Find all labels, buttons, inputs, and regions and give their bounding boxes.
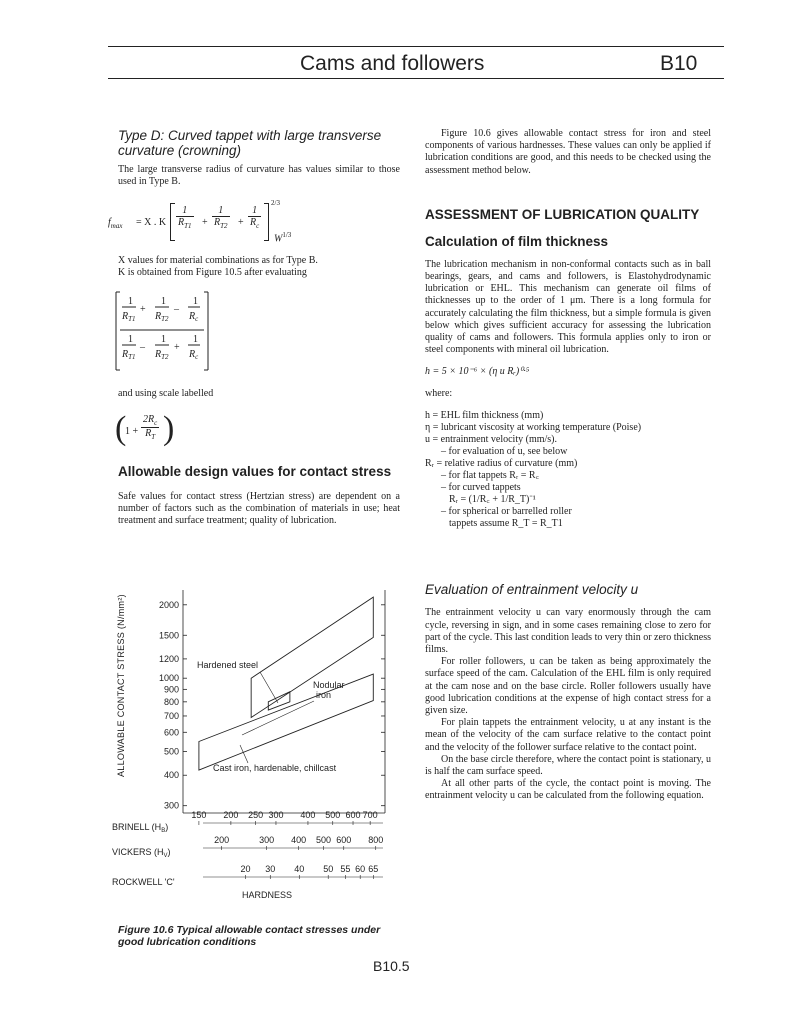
label-nodular: Nodular bbox=[313, 680, 345, 690]
chart-frame bbox=[183, 590, 385, 813]
frac1-den: R bbox=[178, 217, 185, 228]
fmax-frac-2 bbox=[212, 205, 230, 230]
brinell-label: BRINELL $(H_B)$ bbox=[112, 822, 169, 834]
eval-paragraph-3: For plain tappets the entrainment velocity, u at any instant is the mean of the velocity of the cam surface relative to the contact point and the velocity of the follower surface relative to the contact point. bbox=[425, 717, 711, 753]
type-d-body: The large transverse radius of curvature has values similar to those used in Type B. bbox=[118, 164, 400, 188]
bracket-left bbox=[170, 203, 171, 241]
def-rr-curved-formula: Rᵣ = (1/R꜀ + 1/R_T)⁻¹ bbox=[449, 494, 536, 506]
scale-den-sub: T bbox=[151, 433, 156, 441]
def-rr-roller-2: tappets assume R_T = R_T1 bbox=[449, 518, 563, 530]
svg-text:1: 1 bbox=[193, 334, 198, 345]
y-tick-label-800: 800 bbox=[163, 696, 179, 707]
assessment-heading: ASSESSMENT OF LUBRICATION QUALITY bbox=[425, 206, 700, 222]
vickers-label: VICKERS $(H_V)$ bbox=[112, 847, 171, 859]
frac3-den: R bbox=[250, 217, 257, 228]
bracket-left-top bbox=[170, 203, 175, 204]
def-h: h = EHL film thickness (mm) bbox=[425, 410, 544, 422]
fmax-symbol: f bbox=[108, 217, 111, 228]
brinell_ticks-label-300: 300 bbox=[268, 810, 284, 820]
y-tick-label-500: 500 bbox=[163, 746, 179, 757]
rockwell_ticks-label-20: 20 bbox=[240, 864, 251, 874]
y-axis-label: ALLOWABLE CONTACT STRESS (N/mm²) bbox=[116, 594, 126, 777]
label-iron: iron bbox=[316, 690, 332, 700]
vickers_ticks-label-300: 300 bbox=[259, 835, 275, 845]
h-formula: h = 5 × 10⁻⁶ × (η u Rᵣ)⁰·⁵ bbox=[425, 366, 530, 378]
header-rule-top bbox=[108, 46, 724, 47]
fmax-frac-1 bbox=[176, 205, 194, 230]
bracket-right bbox=[268, 203, 269, 241]
figure-caption: Figure 10.6 Typical allowable contact stresses under good lubrication conditions bbox=[118, 924, 381, 948]
y-tick-label-400: 400 bbox=[163, 770, 179, 781]
svg-text:RT2: $R_{T2}$ bbox=[155, 311, 169, 323]
frac1-num: 1 bbox=[176, 205, 194, 217]
eval-paragraph-5: At all other parts of the cycle, the contact point is moving. The entrainment velocity u can be calculated from the following equation. bbox=[425, 778, 711, 802]
vickers_ticks-label-800: 800 bbox=[368, 835, 384, 845]
eval-paragraph-4: On the base circle therefore, where the contact point is stationary, u is half the cam surface speed. bbox=[425, 753, 711, 778]
svg-text:RT1: $R_{T1}$ bbox=[122, 311, 136, 323]
fmax-eq: = X . K bbox=[136, 217, 167, 228]
y-tick-label-700: 700 bbox=[163, 710, 179, 721]
w-exponent: 1/3 bbox=[282, 231, 292, 239]
fmax-frac-3 bbox=[248, 205, 261, 230]
band-cast-iron-hardenable-chillcast bbox=[199, 674, 373, 770]
frac1-sub: T1 bbox=[184, 222, 192, 230]
bracket-left-bottom bbox=[170, 240, 175, 241]
scale-num-sub: c bbox=[154, 419, 158, 427]
svg-text:1: 1 bbox=[161, 334, 166, 345]
frac3-sub: c bbox=[256, 222, 260, 230]
eval-heading: Evaluation of entrainment velocity u bbox=[425, 582, 639, 598]
band-hardened-steel bbox=[251, 597, 373, 717]
def-rr-curved: – for curved tappets bbox=[441, 482, 521, 494]
page-title: Cams and followers bbox=[300, 52, 485, 75]
svg-text:1: 1 bbox=[193, 296, 198, 307]
leader-hardened bbox=[260, 672, 278, 703]
intro-paragraph: Figure 10.6 gives allowable contact stress for iron and steel components of various hardnesses. These values can only be applied if lubrication conditions are good, and this needs to be checked using the assessment method below. bbox=[425, 128, 711, 176]
k-evaluation-expression bbox=[112, 290, 212, 374]
y-tick-label-1000: 1000 bbox=[158, 673, 179, 684]
type-d-heading: Type D: Curved tappet with large transverse curvature (crowning) bbox=[118, 128, 382, 158]
leader-cast bbox=[240, 745, 248, 763]
frac2-sub: T2 bbox=[220, 222, 228, 230]
w-symbol: W bbox=[274, 233, 283, 245]
where-label: where: bbox=[425, 388, 453, 400]
rockwell_ticks-label-40: 40 bbox=[294, 864, 305, 874]
svg-text:1: 1 bbox=[128, 296, 133, 307]
svg-text:Rc: $R_c$ bbox=[189, 349, 199, 361]
y-tick-label-600: 600 bbox=[163, 727, 179, 738]
svg-text:+: + bbox=[174, 342, 180, 353]
svg-text:RT2: $R_{T2}$ bbox=[155, 349, 169, 361]
eval-paragraph-2: For roller followers, u can be taken as being approximately the surface speed of the cam. Calculation of the EHL film is only required at the cam nose and on the base circle. Roller followers usually have good lubrication conditions at the expense of high contact stress for a given size. bbox=[425, 656, 711, 717]
y-tick-label-2000: 2000 bbox=[158, 599, 179, 610]
eval-paragraph-1: The entrainment velocity u can vary enormously through the cam cycle, reversing in sign, and in some cases remaining close to zero for part of the cycle. This last condition leads to very thin or zero thickness films. bbox=[425, 607, 711, 656]
brinell_ticks-label-200: 200 bbox=[223, 810, 239, 820]
rockwell_ticks-label-30: 30 bbox=[265, 864, 276, 874]
svg-text:1: 1 bbox=[161, 296, 166, 307]
rockwell_ticks-label-50: 50 bbox=[323, 864, 334, 874]
hardness-label: HARDNESS bbox=[242, 890, 293, 900]
brinell_ticks-label-400: 400 bbox=[300, 810, 316, 820]
def-u-note: – for evaluation of u, see below bbox=[441, 446, 568, 458]
svg-text:RT1: $R_{T1}$ bbox=[122, 349, 136, 361]
vickers_ticks-label-500: 500 bbox=[315, 835, 331, 845]
vickers_ticks-label-200: 200 bbox=[214, 835, 230, 845]
fmax-formula bbox=[108, 199, 308, 253]
plus-1: + bbox=[202, 217, 208, 228]
x-values-line: X values for material combinations as for Type B. bbox=[118, 255, 318, 266]
svg-text:Rc: $R_c$ bbox=[189, 311, 199, 323]
rockwell_ticks-label-60: 60 bbox=[355, 864, 366, 874]
fmax-subscript: max bbox=[110, 222, 123, 230]
scale-frac bbox=[141, 414, 159, 441]
def-rr-flat: – for flat tappets Rᵣ = R꜀ bbox=[441, 470, 540, 482]
svg-text:–: – bbox=[140, 342, 145, 353]
calc-body: The lubrication mechanism in non-conformal contacts such as in ball bearings, gears, and cams and followers, is Elastohydrodynamic lubrication or EHL. This mechanism can generate oil films of thicknesses up to the order of 1 μm. There is a long formula for accurately calculating the film thickness, but a simple formula is given below which gives sufficient accuracy for assessing the lubrication quality of cams and followers. This formula applies only to iron or steel components with mineral oil lubrication. bbox=[425, 258, 711, 356]
plus-2: + bbox=[238, 217, 244, 228]
paren-open: ( bbox=[115, 410, 127, 447]
svg-text:–: – bbox=[174, 304, 179, 315]
section-number: B10 bbox=[660, 52, 698, 75]
frac2-num: 1 bbox=[212, 205, 230, 217]
scale-expression bbox=[115, 412, 175, 452]
definitions-list bbox=[425, 410, 711, 530]
brinell_ticks-label-500: 500 bbox=[325, 810, 341, 820]
def-rr-roller: – for spherical or barrelled roller bbox=[441, 506, 572, 518]
allowable-heading: Allowable design values for contact stress bbox=[118, 464, 392, 479]
def-u: u = entrainment velocity (mm/s). bbox=[425, 434, 557, 446]
paren-close: ) bbox=[163, 410, 175, 447]
rockwell-label: ROCKWELL 'C' bbox=[112, 877, 175, 885]
fmax-exponent: 2/ bbox=[271, 199, 277, 207]
def-rr: Rᵣ = relative radius of curvature (mm) bbox=[425, 458, 578, 470]
k-line: K is obtained from Figure 10.5 after evaluating bbox=[118, 267, 307, 279]
scale-one-plus: 1 + bbox=[125, 426, 139, 437]
brinell_ticks-label-600: 600 bbox=[345, 810, 361, 820]
y-tick-label-1200: 1200 bbox=[158, 653, 179, 664]
bracket-right-bottom bbox=[264, 240, 269, 241]
header-rule-bottom bbox=[108, 78, 724, 79]
scale-den: R bbox=[145, 428, 152, 439]
rockwell_ticks-label-65: 65 bbox=[368, 864, 379, 874]
label-cast-iron: Cast iron, hardenable, chillcast bbox=[213, 763, 337, 773]
page-number: B10.5 bbox=[373, 958, 410, 974]
brinell_ticks-label-150: 150 bbox=[191, 810, 207, 820]
and-using-line: and using scale labelled bbox=[118, 388, 214, 399]
brinell_ticks-label-700: 700 bbox=[362, 810, 378, 820]
allowable-stress-chart bbox=[108, 585, 408, 885]
vickers_ticks-label-600: 600 bbox=[336, 835, 352, 845]
frac3-num: 1 bbox=[248, 205, 261, 217]
brinell_ticks-label-250: 250 bbox=[248, 810, 264, 820]
allowable-body: Safe values for contact stress (Hertzian stress) are dependent on a number of factors such as the combination of materials in use; heat treatment and surface treatment; quality of lubrication. bbox=[118, 491, 400, 527]
calc-heading: Calculation of film thickness bbox=[425, 233, 609, 249]
bracket-right-top bbox=[264, 203, 269, 204]
fmax-exponent-2: 3 bbox=[276, 199, 280, 207]
y-tick-label-1500: 1500 bbox=[158, 630, 179, 641]
scale-num: 2R bbox=[143, 414, 155, 425]
left-column bbox=[118, 128, 400, 188]
y-tick-label-300: 300 bbox=[163, 800, 179, 811]
vickers_ticks-label-400: 400 bbox=[291, 835, 307, 845]
frac2-den: R bbox=[214, 217, 221, 228]
svg-text:+: + bbox=[140, 304, 146, 315]
svg-text:1: 1 bbox=[128, 334, 133, 345]
label-hardened-steel: Hardened steel bbox=[197, 660, 259, 670]
def-eta: η = lubricant viscosity at working temperature (Poise) bbox=[425, 422, 642, 434]
y-tick-label-900: 900 bbox=[163, 684, 179, 695]
rockwell_ticks-label-55: 55 bbox=[340, 864, 351, 874]
